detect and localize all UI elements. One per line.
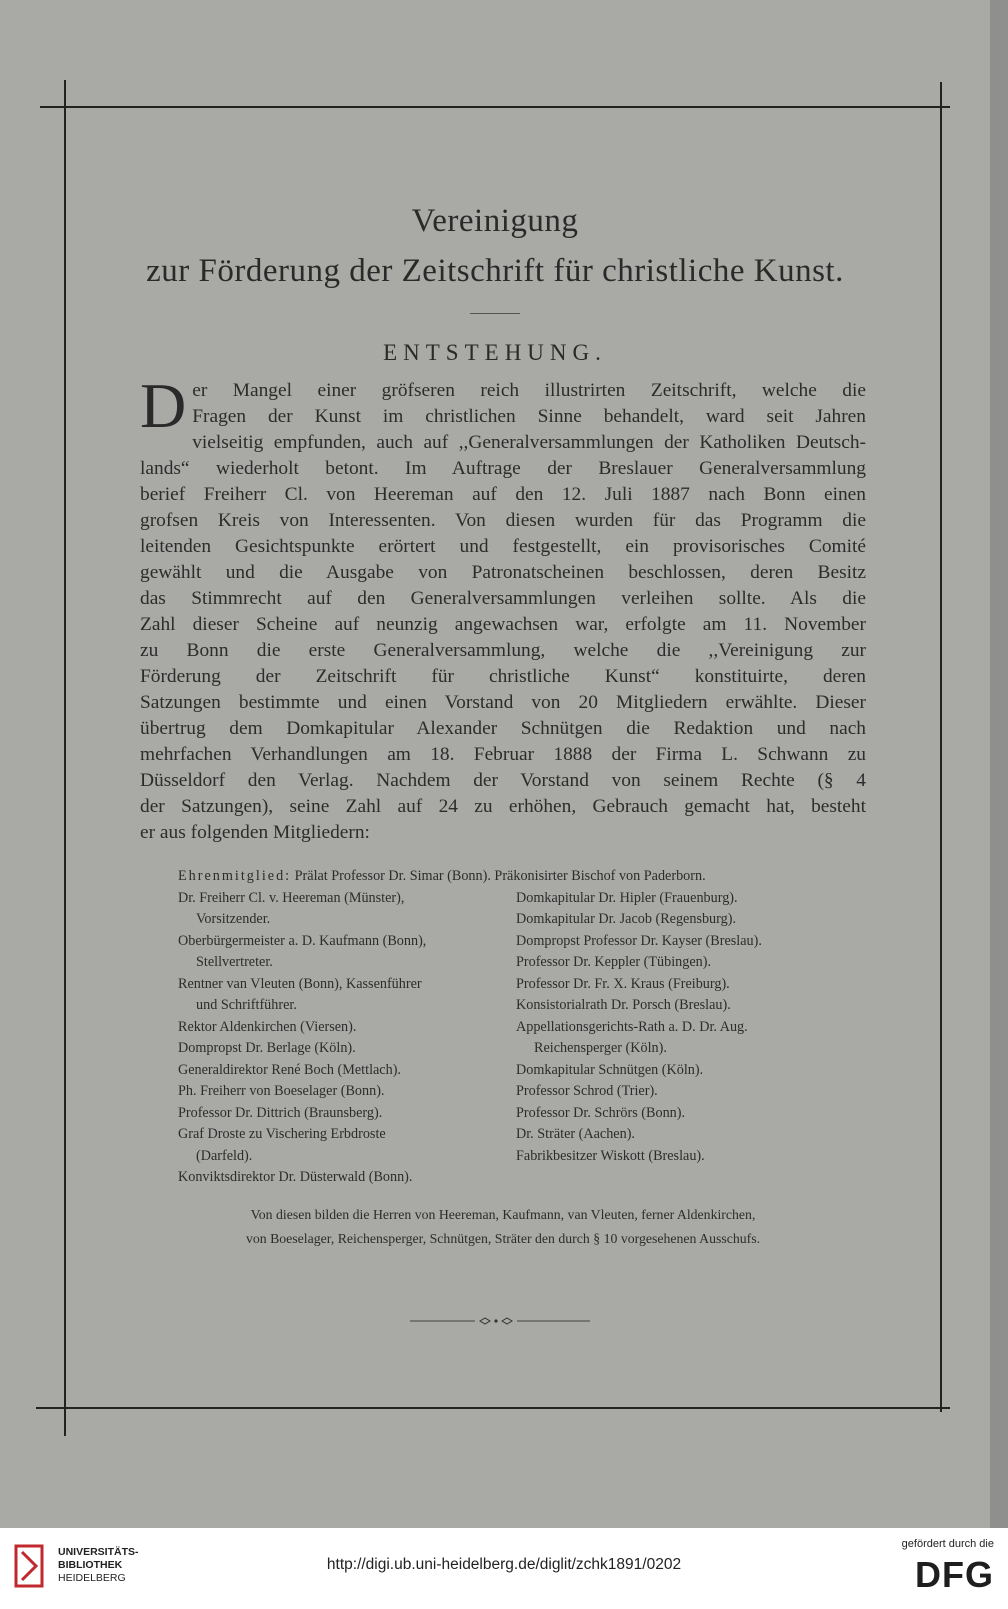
body-line: berief Freiherr Cl. von Heereman auf den 12. Juli 1887 nach Bonn einen [140, 484, 866, 505]
ornament-line [410, 1602, 411, 1603]
member-entry: Professor Schrod (Trier). [516, 1083, 658, 1099]
member-entry: Reichensperger (Köln). [534, 1040, 667, 1056]
body-paragraph [140, 370, 866, 846]
body-line: lands“ wiederholt betont. Im Auftrage der Breslauer Generalversammlung [140, 458, 866, 479]
committee-note-line: von Boeselager, Reichensperger, Schnütgen, Sträter den durch § 10 vorgesehenen Ausschufs. [245, 1231, 761, 1246]
member-entry: Rektor Aldenkirchen (Viersen). [178, 1018, 357, 1035]
member-entry: Generaldirektor René Boch (Mettlach). [178, 1061, 401, 1078]
member-entry: Professor Dr. Dittrich (Braunsberg). [178, 1104, 383, 1121]
member-entry: Graf Droste zu Vischering Erbdroste [178, 1126, 386, 1142]
honorary-member [178, 866, 858, 888]
member-entry: Professor Dr. Fr. X. Kraus (Freiburg). [516, 975, 730, 992]
library-name-line2: BIBLIOTHEK [58, 1559, 123, 1571]
dfg-logo[interactable]: DFG [915, 1554, 994, 1595]
body-line: leitenden Gesichtspunkte erörtert und festgestellt, ein provisorisches Comité [140, 536, 866, 557]
honorary-label: Ehrenmitglied: [178, 868, 292, 884]
member-column-left [178, 888, 508, 1189]
permalink-url[interactable]: http://digi.ub.uni-heidelberg.de/diglit/zchk1891/0202 [326, 1556, 682, 1573]
funder-label: gefördert durch die [901, 1538, 994, 1550]
member-entry: Domkapitular Schnütgen (Köln). [516, 1061, 704, 1078]
member-entry: Dompropst Professor Dr. Kayser (Breslau). [516, 932, 762, 949]
document-title-line2: zur Förderung der Zeitschrift für christliche Kunst. [146, 253, 844, 289]
body-line: Satzungen bestimmte und einen Vorstand von 20 Mitgliedern erwählte. Dieser [140, 692, 866, 713]
document-title-line1: Vereinigung [411, 203, 579, 239]
member-entry: und Schriftführer. [196, 997, 297, 1013]
text-divider-ornament-icon [410, 1315, 590, 1327]
member-entry: Fabrikbesitzer Wiskott (Breslau). [516, 1147, 705, 1164]
body-line: übertrug dem Domkapitular Alexander Schnütgen die Redaktion und nach [140, 718, 866, 739]
member-column-right [516, 888, 876, 1168]
body-line: zu Bonn die erste Generalversammlung, welche die ,,Vereinigung zur [140, 640, 866, 661]
member-entry: Professor Dr. Keppler (Tübingen). [516, 954, 712, 970]
member-entry: Dr. Sträter (Aachen). [516, 1126, 635, 1142]
library-name-line1: UNIVERSITÄTS- [58, 1546, 139, 1558]
footer-bar [0, 1528, 1008, 1602]
member-entry: (Darfeld). [196, 1147, 253, 1164]
body-line: grofsen Kreis von Interessenten. Von diesen wurden für das Programm die [140, 510, 866, 531]
member-entry: Domkapitular Dr. Jacob (Regensburg). [516, 911, 736, 927]
ornament-divider-icon [410, 1607, 411, 1608]
member-entry: Ph. Freiherr von Boeselager (Bonn). [178, 1083, 385, 1099]
frame-top-line [40, 106, 950, 108]
scan-edge [990, 0, 1008, 1528]
committee-note-line: Von diesen bilden die Herren von Heereman, Kaufmann, van Vleuten, ferner Aldenkirchen, [250, 1207, 756, 1222]
member-entry: Konviktsdirektor Dr. Düsterwald (Bonn). [178, 1169, 413, 1185]
committee-note [138, 1203, 868, 1251]
member-entry: Professor Dr. Schrörs (Bonn). [516, 1104, 686, 1121]
member-list [178, 866, 858, 1185]
honorary-text: Prälat Professor Dr. Simar (Bonn). Präkonisirter Bischof von Paderborn. [294, 868, 706, 884]
member-entry: Konsistorialrath Dr. Porsch (Breslau). [516, 997, 731, 1013]
member-entry: Stellvertreter. [196, 954, 273, 970]
member-entry: Appellationsgerichts-Rath a. D. Dr. Aug. [516, 1018, 748, 1035]
body-line: Fragen der Kunst im christlichen Sinne behandelt, ward seit Jahren [192, 406, 866, 427]
title-separator [470, 313, 520, 314]
frame-bottom-line [36, 1407, 950, 1409]
body-line: der Satzungen), seine Zahl auf 24 zu erhöhen, Gebrauch gemacht hat, besteht [140, 796, 866, 817]
section-heading: ENTSTEHUNG. [383, 340, 607, 365]
member-entry: Domkapitular Dr. Hipler (Frauenburg). [516, 889, 738, 906]
body-line: gewählt und die Ausgabe von Patronatscheinen beschlossen, deren Besitz [140, 562, 866, 583]
member-entry: Rentner van Vleuten (Bonn), Kassenführer [178, 975, 422, 992]
body-line: Düsseldorf den Verlag. Nachdem der Vorstand von seinem Rechte (§ 4 [140, 770, 866, 791]
member-entry: Vorsitzender. [196, 911, 271, 927]
member-entry: Dr. Freiherr Cl. v. Heereman (Münster), [178, 889, 405, 906]
body-line: das Stimmrecht auf den Generalversammlungen verleihen sollte. Als die [140, 588, 866, 609]
member-entry: Oberbürgermeister a. D. Kaufmann (Bonn), [178, 932, 427, 949]
decorative-ornament-icon [410, 1604, 411, 1605]
library-name-line3: HEIDELBERG [58, 1572, 126, 1584]
body-line: Zahl dieser Scheine auf neunzig angewachsen war, erfolgte am 11. November [140, 614, 866, 635]
body-line: vielseitig empfunden, auch auf ,,Generalversammlungen der Katholiken Deutsch- [192, 432, 866, 453]
member-entry: Dompropst Dr. Berlage (Köln). [178, 1040, 356, 1056]
body-line: er Mangel einer gröfseren reich illustrirten Zeitschrift, welche die [192, 380, 866, 401]
drop-capital: D [140, 370, 187, 441]
body-line: mehrfachen Verhandlungen am 18. Februar 1888 der Firma L. Schwann zu [140, 744, 866, 765]
body-line: Förderung der Zeitschrift für christliche Kunst“ konstituirte, deren [140, 666, 866, 687]
vignette-icon [412, 1602, 413, 1603]
body-line: er aus folgenden Mitgliedern: [140, 822, 370, 843]
